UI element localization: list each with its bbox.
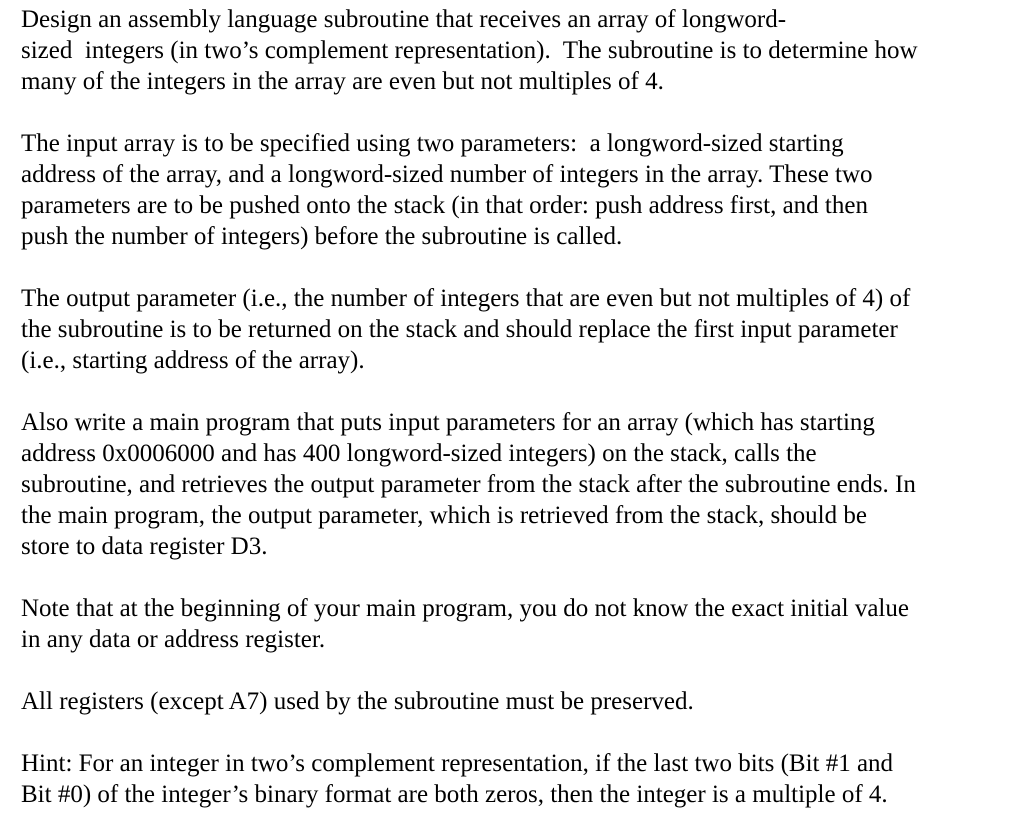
text-line: The output parameter (i.e., the number of integers that are even but not multiples of 4) of xyxy=(21,285,911,312)
paragraph-main-program xyxy=(21,407,994,562)
paragraph-registers-preserved xyxy=(21,686,994,717)
paragraph-input-parameters xyxy=(21,128,994,252)
text-line: store to data register D3. xyxy=(21,533,268,560)
text-line: Hint: For an integer in two’s complement representation, if the last two bits (Bit #1 and xyxy=(21,750,894,777)
paragraph-initial-values-note xyxy=(21,593,994,655)
text-line: in any data or address register. xyxy=(21,626,326,653)
text-line: many of the integers in the array are even but not multiples of 4. xyxy=(21,68,664,95)
text-line: the subroutine is to be returned on the stack and should replace the first input parameter xyxy=(21,316,898,343)
text-line: (i.e., starting address of the array). xyxy=(21,347,365,374)
text-line: push the number of integers) before the subroutine is called. xyxy=(21,223,623,250)
text-line: Note that at the beginning of your main program, you do not know the exact initial value xyxy=(21,595,909,622)
text-line: The input array is to be specified using two parameters: a longword-sized starting xyxy=(21,130,844,157)
text-line: subroutine, and retrieves the output parameter from the stack after the subroutine ends. In xyxy=(21,471,916,498)
text-line: Bit #0) of the integer’s binary format are both zeros, then the integer is a multiple of 4. xyxy=(21,781,888,808)
paragraph-task-description xyxy=(21,4,994,97)
text-line: All registers (except A7) used by the subroutine must be preserved. xyxy=(21,688,694,715)
text-line: address of the array, and a longword-sized number of integers in the array. These two xyxy=(21,161,873,188)
text-line: sized integers (in two’s complement representation). The subroutine is to determine how xyxy=(21,37,918,64)
text-line: Also write a main program that puts input parameters for an array (which has starting xyxy=(21,409,875,436)
text-line: the main program, the output parameter, which is retrieved from the stack, should be xyxy=(21,502,867,529)
text-line: address 0x0006000 and has 400 longword-sized integers) on the stack, calls the xyxy=(21,440,817,467)
text-line: parameters are to be pushed onto the stack (in that order: push address first, and then xyxy=(21,192,868,219)
text-line: Design an assembly language subroutine that receives an array of longword- xyxy=(21,6,787,33)
paragraph-output-parameter xyxy=(21,283,994,376)
paragraph-hint xyxy=(21,748,994,810)
